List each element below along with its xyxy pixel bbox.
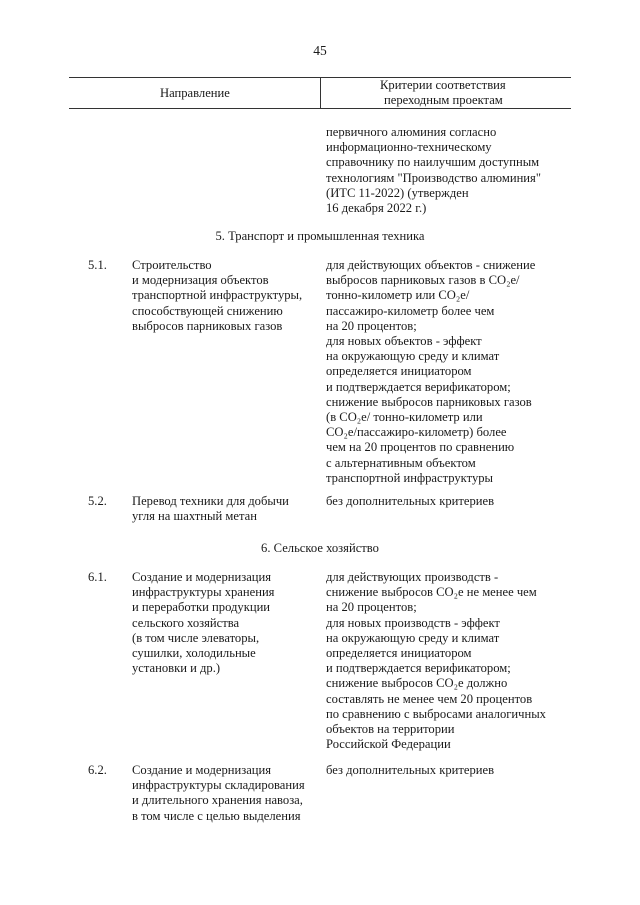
criteria-line: для новых производств - эффект [326,615,500,630]
row-number: 6.1. [88,570,107,584]
criteria-line: снижение выбросов CO₂e не менее чем [326,585,537,600]
direction-line: способствующей снижению [132,303,283,318]
criteria-line: для новых объектов - эффект [326,334,482,349]
direction-line: Перевод техники для добычи [132,494,289,508]
criteria-line: снижение выбросов парниковых газов [326,394,532,409]
direction-line: инфраструктуры складирования [132,778,305,793]
criteria-line: без дополнительных критериев [326,494,495,508]
criteria-line: Российской Федерации [326,737,451,752]
continuation-line: 16 декабря 2022 г.) [326,201,427,216]
criteria-line: CO₂e/пассажиро-километр) более [326,425,507,440]
direction-line: (в том числе элеваторы, [132,630,260,645]
criteria-line: по сравнению с выбросами аналогичных [326,706,546,721]
header-criteria-line2: переходным проектам [384,93,503,107]
criteria-line: для действующих производств - [326,570,499,584]
direction-line: Создание и модернизация [132,570,272,584]
header-criteria-line1: Критерии соответствия [380,78,506,92]
criteria-line: без дополнительных критериев [326,763,495,777]
criteria-line: и подтверждается верификатором; [326,661,511,676]
row-direction [132,570,274,676]
direction-line: и длительного хранения навоза, [132,793,303,808]
criteria-line: на окружающую среду и климат [326,630,500,645]
row-number: 5.2. [88,494,107,508]
criteria-line: чем на 20 процентов по сравнению [326,440,515,455]
criteria-line: с альтернативным объектом [326,455,476,470]
row-direction [132,494,289,524]
row-direction [132,763,305,824]
criteria-line: тонно-километр или CO₂e/ [326,288,470,303]
criteria-line: транспортной инфраструктуры [326,470,494,485]
section-heading-transport: 5. Транспорт и промышленная техника [215,229,425,243]
criteria-line: объектов на территории [326,722,455,737]
continuation-line: (ИТС 11-2022) (утвержден [326,185,469,200]
header-direction: Направление [160,86,230,100]
direction-line: инфраструктуры хранения [132,585,275,600]
section-heading-agriculture: 6. Сельское хозяйство [261,541,379,555]
criteria-line: на окружающую среду и климат [326,349,500,364]
direction-line: сельского хозяйства [132,615,240,630]
continuation-line: информационно-техническому [326,140,492,155]
criteria-line: и подтверждается верификатором; [326,379,511,394]
row-criteria [326,258,535,486]
continuation-criteria [326,125,541,216]
continuation-line: технологиям "Производство алюминия" [326,170,541,185]
direction-line: угля на шахтный метан [132,509,257,524]
row-number: 5.1. [88,258,107,272]
criteria-line: снижение выбросов CO₂e должно [326,676,508,691]
criteria-line: на 20 процентов; [326,318,417,333]
direction-line: Строительство [132,258,212,272]
row-criteria [326,570,546,752]
direction-line: установки и др.) [132,661,221,676]
direction-line: и модернизация объектов [132,273,269,288]
criteria-line: составлять не менее чем 20 процентов [326,691,533,706]
criteria-line: (в CO₂e/ тонно-километр или [326,410,483,425]
row-criteria [326,763,494,778]
direction-line: Создание и модернизация [132,763,272,777]
direction-line: транспортной инфраструктуры, [132,288,303,303]
page-number: 45 [313,43,327,58]
direction-line: выбросов парниковых газов [132,318,283,333]
direction-line: и переработки продукции [132,600,271,615]
criteria-line: определяется инициатором [326,646,472,661]
direction-line: в том числе с целью выделения [132,808,301,823]
criteria-line: пассажиро-километр более чем [326,303,495,318]
row-number: 6.2. [88,763,107,777]
criteria-line: выбросов парниковых газов в CO₂e/ [326,273,520,288]
criteria-line: для действующих объектов - снижение [326,258,536,272]
row-criteria [326,494,494,509]
criteria-line: определяется инициатором [326,364,472,379]
continuation-line: справочнику по наилучшим доступным [326,155,540,170]
row-direction [132,258,302,334]
continuation-line: первичного алюминия согласно [326,125,497,139]
header-column-divider [320,77,321,109]
direction-line: сушилки, холодильные [132,646,256,661]
criteria-line: на 20 процентов; [326,600,417,615]
